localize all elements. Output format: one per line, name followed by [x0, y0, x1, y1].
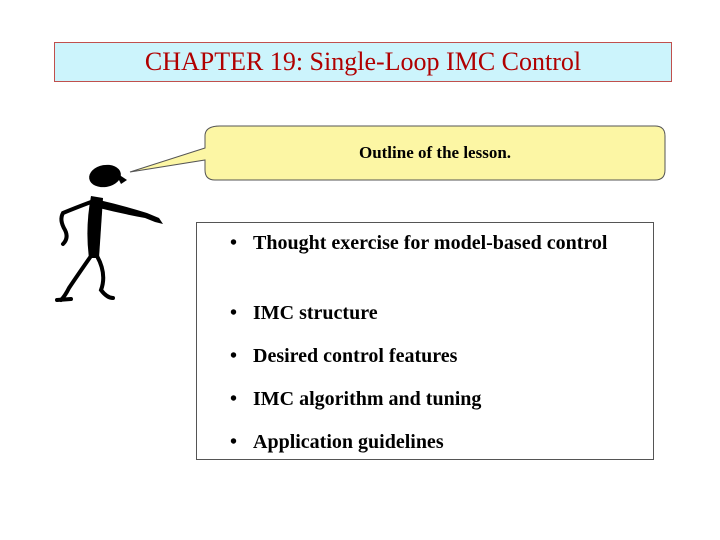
- bullet-icon: •: [229, 431, 237, 453]
- bullet-icon: •: [229, 345, 237, 367]
- outline-item: [197, 299, 637, 328]
- bullet-icon: •: [229, 388, 237, 410]
- outline-item-text: IMC algorithm and tuning: [253, 388, 482, 410]
- outline-item: [197, 229, 637, 258]
- outline-item-text: IMC structure: [253, 302, 378, 324]
- bullet-icon: •: [229, 232, 237, 254]
- outline-item-text: Application guidelines: [253, 431, 444, 453]
- chapter-title: CHAPTER 19: Single-Loop IMC Control: [144, 47, 582, 76]
- callout-text: Outline of the lesson.: [358, 143, 512, 162]
- outline-item-text: Desired control features: [253, 345, 458, 367]
- bullet-icon: •: [229, 302, 237, 324]
- lesson-outline-box: [196, 222, 654, 460]
- outline-item-text: Thought exercise for model-based control: [253, 232, 608, 254]
- outline-item: [197, 428, 637, 457]
- outline-item: [197, 342, 637, 371]
- outline-item: [197, 385, 637, 414]
- stick-figure-pointing-icon: [55, 158, 170, 308]
